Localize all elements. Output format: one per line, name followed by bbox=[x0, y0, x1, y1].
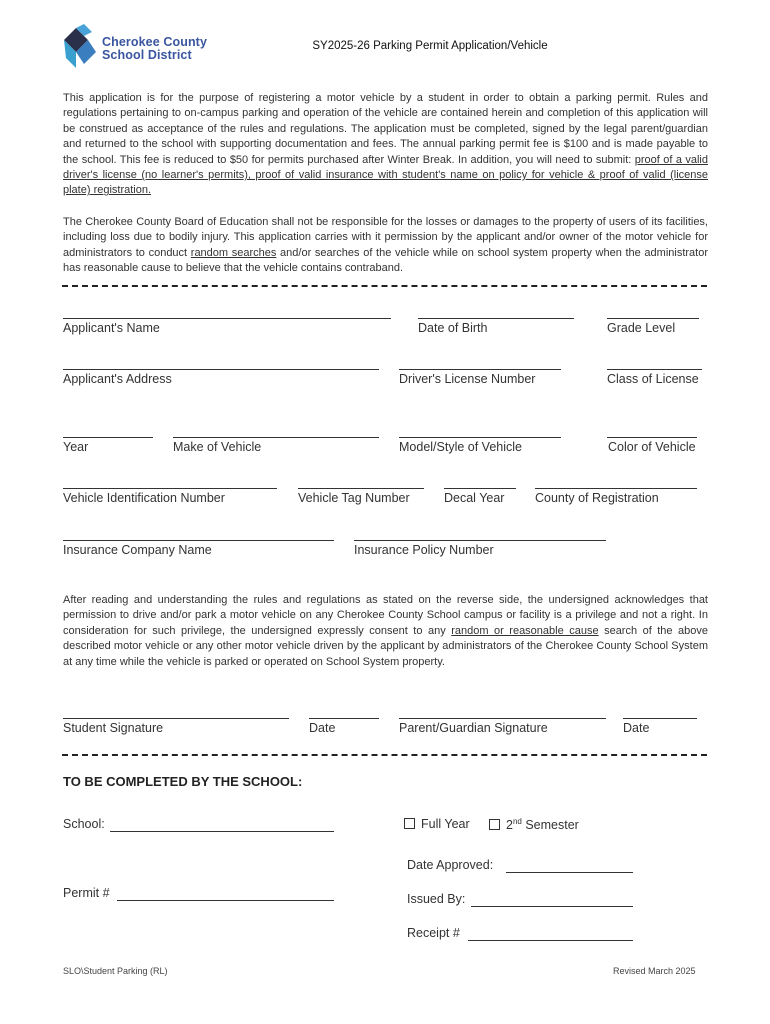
school-section-heading: TO BE COMPLETED BY THE SCHOOL: bbox=[63, 774, 303, 789]
receipt-label: Receipt # bbox=[407, 926, 460, 940]
intro-p1-requirements: proof of a valid driver's license (no learner's permits), proof of valid insurance with student's name on policy for vehicle & proof of valid (license plate) registration. bbox=[63, 153, 708, 197]
vehicle-color-field[interactable] bbox=[607, 437, 697, 438]
date-approved-field[interactable] bbox=[506, 872, 633, 873]
applicant-address-field[interactable] bbox=[63, 369, 379, 370]
vehicle-model-label: Model/Style of Vehicle bbox=[399, 440, 522, 454]
intro-p2-text-end: and/or searches of the vehicle while on school system property when the administrator has reasonable cause to believe that the vehicle contains contraband. bbox=[63, 246, 709, 275]
vehicle-color-label: Color of Vehicle bbox=[608, 440, 696, 454]
form-title: SY2025-26 Parking Permit Application/Vehicle bbox=[312, 40, 548, 52]
permit-label: Permit # bbox=[63, 886, 110, 900]
vehicle-make-field[interactable] bbox=[173, 437, 379, 438]
consent-random-search: random or reasonable cause bbox=[451, 624, 599, 637]
full-year-label: Full Year bbox=[421, 817, 470, 831]
vehicle-model-field[interactable] bbox=[399, 437, 561, 438]
divider-bottom bbox=[62, 754, 707, 756]
parent-signature-field[interactable] bbox=[399, 718, 606, 719]
intro-p1-text: This application is for the purpose of registering a motor vehicle by a student in order to obtain a parking permit. Rules and regulations pertaining to on-campus parking and operation of the vehicle are contained herein and completion of this application will be construed as acceptance of the rules and regulations. The application must be completed, signed by the legal parent/guardian and returned to the school with supporting documentation and fees. The annual parking permit fee is $100 and is made payable to the school. This fee is reduced to $50 for permits purchased after Winter Break. In addition, you will need to submit: bbox=[63, 92, 708, 166]
vin-field[interactable] bbox=[63, 488, 277, 489]
grade-level-label: Grade Level bbox=[607, 321, 676, 335]
permit-field[interactable] bbox=[117, 900, 334, 901]
date-of-birth-label: Date of Birth bbox=[418, 321, 488, 335]
class-of-license-label: Class of License bbox=[607, 372, 699, 386]
vehicle-tag-label: Vehicle Tag Number bbox=[298, 491, 410, 505]
grade-level-field[interactable] bbox=[607, 318, 699, 319]
full-year-option[interactable] bbox=[404, 817, 470, 831]
county-registration-field[interactable] bbox=[535, 488, 697, 489]
parent-date-label: Date bbox=[623, 721, 650, 735]
drivers-license-field[interactable] bbox=[399, 369, 561, 370]
parent-date-field[interactable] bbox=[623, 718, 697, 719]
school-label: School: bbox=[63, 817, 105, 831]
footer-right: Revised March 2025 bbox=[613, 966, 696, 976]
applicant-name-field[interactable] bbox=[63, 318, 391, 319]
receipt-field[interactable] bbox=[468, 940, 633, 941]
issued-by-label: Issued By: bbox=[407, 892, 466, 906]
logo-line2: School District bbox=[102, 48, 192, 62]
issued-by-field[interactable] bbox=[471, 906, 633, 907]
vehicle-make-label: Make of Vehicle bbox=[173, 440, 262, 454]
second-semester-checkbox[interactable] bbox=[489, 819, 500, 830]
consent-text-end: search of the above described motor vehicle or any other motor vehicle driven by the applicant by administrators of the Cherokee County School System at any time while the vehicle is parked or operated on School System property. bbox=[63, 624, 709, 668]
second-semester-num: 2 bbox=[506, 818, 513, 833]
county-registration-label: County of Registration bbox=[535, 491, 659, 505]
intro-p2-random-searches: random searches bbox=[190, 246, 277, 259]
parent-signature-label: Parent/Guardian Signature bbox=[399, 721, 548, 735]
decal-year-label: Decal Year bbox=[444, 491, 505, 505]
drivers-license-label: Driver's License Number bbox=[399, 372, 536, 386]
consent-text: After reading and understanding the rules and regulations as stated on the reverse side, the undersigned acknowledges that permission to drive and/or park a motor vehicle on any Cherokee County School campus or facility is a privilege and not a right. In consideration for such privilege, the undersigned expressly consent to any bbox=[63, 594, 708, 637]
vin-label: Vehicle Identification Number bbox=[63, 491, 225, 505]
date-approved-label: Date Approved: bbox=[407, 858, 494, 872]
student-date-field[interactable] bbox=[309, 718, 379, 719]
decal-year-field[interactable] bbox=[444, 488, 516, 489]
student-date-label: Date bbox=[309, 721, 336, 735]
consent-paragraph bbox=[63, 593, 708, 670]
student-signature-label: Student Signature bbox=[63, 721, 164, 735]
logo-line1: Cherokee County bbox=[102, 35, 207, 49]
second-semester-option[interactable] bbox=[489, 817, 579, 832]
divider-top bbox=[62, 285, 707, 287]
intro-p2-text: The Cherokee County Board of Education shall not be responsible for the losses or damages to the property of users of its facilities, including loss due to bodily injury. This application carries with it permission by the applicant and/or owner of the motor vehicle for administrators to conduct bbox=[63, 216, 708, 259]
school-field[interactable] bbox=[110, 831, 334, 832]
insurance-company-field[interactable] bbox=[63, 540, 334, 541]
applicant-name-label: Applicant's Name bbox=[63, 321, 160, 335]
date-of-birth-field[interactable] bbox=[418, 318, 574, 319]
insurance-company-label: Insurance Company Name bbox=[63, 543, 212, 557]
vehicle-year-field[interactable] bbox=[63, 437, 153, 438]
vehicle-tag-field[interactable] bbox=[298, 488, 424, 489]
footer-left: SLO\Student Parking (RL) bbox=[63, 966, 168, 976]
insurance-policy-field[interactable] bbox=[354, 540, 606, 541]
full-year-checkbox[interactable] bbox=[404, 818, 415, 829]
second-semester-label: Semester bbox=[521, 818, 579, 833]
intro-paragraph-1 bbox=[63, 91, 708, 199]
insurance-policy-label: Insurance Policy Number bbox=[354, 543, 494, 557]
intro-paragraph-2 bbox=[63, 215, 708, 277]
student-signature-field[interactable] bbox=[63, 718, 289, 719]
vehicle-year-label: Year bbox=[63, 440, 89, 454]
applicant-address-label: Applicant's Address bbox=[63, 372, 172, 386]
class-of-license-field[interactable] bbox=[607, 369, 702, 370]
second-semester-sup: nd bbox=[512, 817, 522, 826]
